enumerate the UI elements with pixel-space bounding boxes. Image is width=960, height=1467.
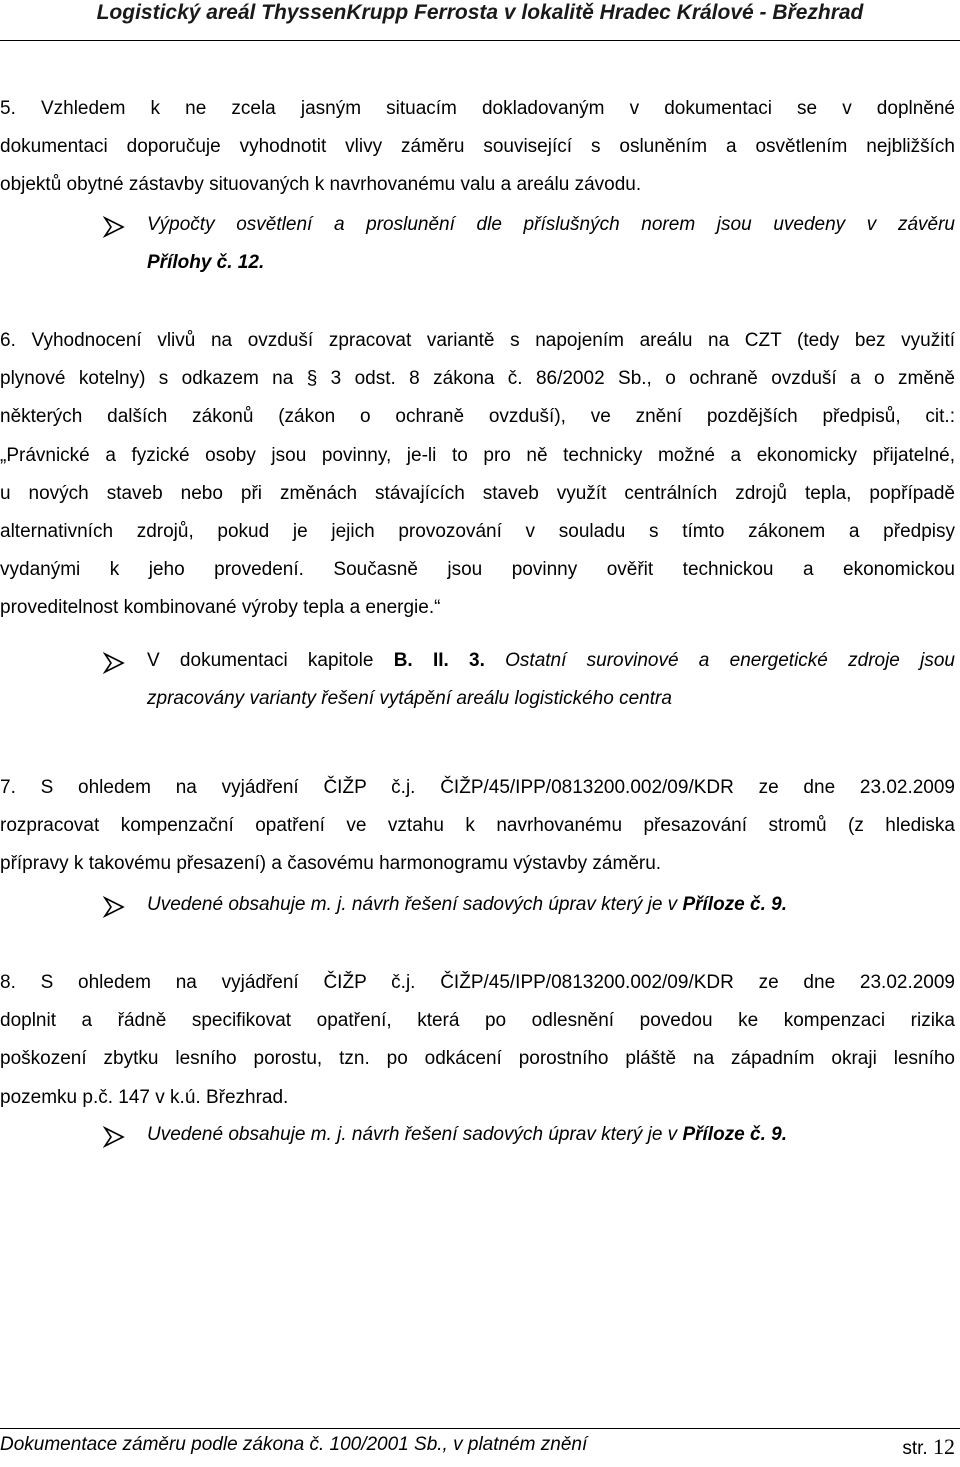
section-5-line: 5. Vzhledem k ne zcela jasným situacím dokladovaným v dokumentaci se v doplněné [0, 98, 955, 119]
section-5 [0, 90, 955, 205]
arrowhead-bullet-icon [103, 896, 125, 918]
text: Uvedené obsahuje m. j. návrh řešení sadových úprav který je v [147, 894, 678, 915]
text: Uvedené obsahuje m. j. návrh řešení sadových úprav který je v [147, 1124, 678, 1145]
quote-line: „Právnické a fyzické osoby jsou povinny, je-li to pro ně technicky možné a ekonomicky přijatelné, [0, 444, 955, 466]
quote-line: u nových staveb nebo při změnách stávajících staveb využít centrálních zdrojů tepla, popřípadě [0, 482, 955, 504]
section-8-bullet [147, 1116, 955, 1154]
section-6-line: 6. Vyhodnocení vlivů na ovzduší zpracovat variantě s napojením areálu na CZT (tedy bez využití [0, 330, 955, 351]
text: 3 odst. 8 zákona č. 86/2002 Sb. [330, 368, 647, 390]
quote-line: vydanými k jeho provedení. Současně jsou povinny ověřit technickou a ekonomickou [0, 559, 955, 581]
section-8-line: 8. S ohledem na vyjádření ČIŽP č.j. ČIŽP/45/IPP/0813200.002/09/KDR ze dne 23.02.2009 [0, 972, 955, 993]
section-6 [0, 322, 955, 628]
page-label: str. [902, 1438, 928, 1459]
text: V dokumentaci kapitole [147, 650, 374, 671]
page-footer [0, 1434, 955, 1459]
section-7-line: rozpracovat kompenzační opatření ve vztahu k navrhovanému přesazování stromů (z hlediska [0, 815, 955, 837]
page-number-value: 12 [933, 1434, 955, 1459]
text: , o ochraně ovzduší a o změně [646, 368, 956, 390]
section-5-line: objektů obytné zástavby situovaných k navrhovanému valu a areálu závodu. [0, 174, 642, 196]
page-number [902, 1434, 955, 1460]
arrowhead-bullet-icon [103, 1126, 125, 1148]
section-7-bullet [147, 886, 955, 924]
section-5-line: dokumentaci doporučuje vyhodnotit vlivy záměru související s osluněním a osvětlením nejbližších [0, 136, 955, 158]
section-6-line-2 [0, 360, 955, 398]
section-8-line: doplnit a řádně specifikovat opatření, která po odlesnění povedou ke kompenzaci rizika [0, 1010, 955, 1032]
section-7-line: přípravy k takovému přesazení) a časovému harmonogramu výstavby záměru. [0, 853, 662, 875]
footer-text: Dokumentace záměru podle zákona č. 100/2001 Sb., v platném znění [0, 1434, 588, 1455]
attachment-ref: Příloze č. 9. [682, 894, 787, 915]
bullet-line [147, 642, 955, 680]
footer-rule [0, 1428, 960, 1429]
bullet-line [147, 886, 955, 924]
text: Ostatní surovinové a energetické zdroje jsou [505, 650, 955, 671]
section-8 [0, 964, 955, 1117]
page-header: Logistický areál ThyssenKrupp Ferrosta v lokalitě Hradec Králové - Březhrad [96, 1, 864, 24]
quote-line: proveditelnost kombinované výroby tepla a energie.“ [0, 597, 441, 619]
section-7-line: 7. S ohledem na vyjádření ČIŽP č.j. ČIŽP/45/IPP/0813200.002/09/KDR ze dne 23.02.2009 [0, 777, 955, 798]
header-rule [0, 40, 960, 41]
arrowhead-bullet-icon [103, 652, 125, 674]
bullet-line: Výpočty osvětlení a proslunění dle příslušných norem jsou uvedeny v závěru [147, 214, 955, 235]
section-6-bullet [147, 642, 955, 718]
section-8-line: poškození zbytku lesního porostu, tzn. po odkácení porostního pláště na západním okraji lesního [0, 1048, 955, 1070]
bullet-line-bold: Přílohy č. 12. [147, 252, 265, 274]
section-7 [0, 769, 955, 884]
arrowhead-bullet-icon [103, 216, 125, 238]
section-6-line: některých dalších zákonů (zákon o ochraně ovzduší), ve znění pozdějších předpisů, cit.: [0, 406, 955, 428]
chapter-ref: B. II. 3. [393, 650, 485, 671]
bullet-line [147, 1116, 955, 1154]
attachment-ref: Příloze č. 9. [682, 1124, 787, 1145]
bullet-line: zpracovány varianty řešení vytápění areálu logistického centra [147, 688, 672, 710]
quote-line: alternativních zdrojů, pokud je jejich provozování v souladu s tímto zákonem a předpisy [0, 521, 955, 543]
section-5-bullet [147, 206, 955, 282]
section-8-line: pozemku p.č. 147 v k.ú. Březhrad. [0, 1086, 289, 1108]
text: plynové kotelny) s odkazem na [0, 368, 294, 390]
paragraph-sign: § [306, 368, 318, 390]
